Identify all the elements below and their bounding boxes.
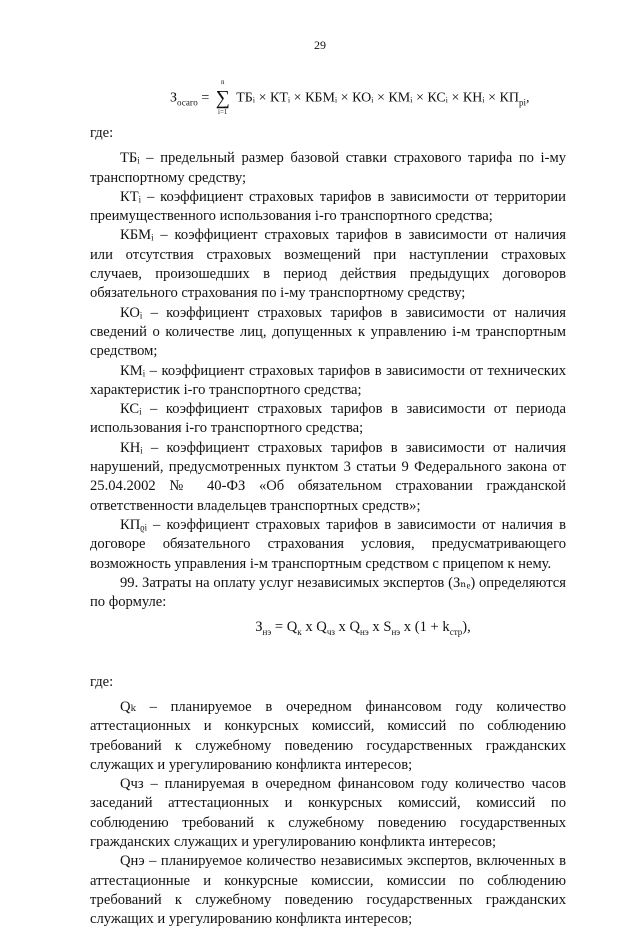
where-label-2: где: (90, 673, 114, 690)
definition-qk: Qₖ – планируемое в очередном финансовом году количество аттестационных и конкурсных комиссий, комиссий по соблюдению требований к служебному поведению государственных гражданских служащих и урегулированию конфликта интересов; (90, 698, 566, 773)
formula-eq: = (201, 90, 210, 106)
formula-lhs-sub: осаго (177, 97, 198, 108)
sum-symbol (213, 78, 233, 116)
definition-kbm: КБМᵢ – коэффициент страховых тарифов в зависимости от наличия или отсутствия страховых возмещений при наступлении страховых случаев, произошедших в период действия предыдущих договоров обязательного страхования по i-му транспортному средству; (90, 227, 566, 302)
sum-upper: n (220, 78, 225, 86)
formula-tail: , (525, 90, 530, 106)
f2-part6: ), (462, 619, 471, 636)
f2-part5: х (1 + k (400, 619, 450, 636)
f2-sub1: к (297, 627, 302, 638)
definition-kt: КТᵢ – коэффициент страховых тарифов в зависимости от территории преимущественного использования i-го транспортного средства; (90, 188, 566, 225)
f2-part2: х Q (301, 619, 327, 636)
item-99: 99. Затраты на оплату услуг независимых экспертов (Зₙₑ) определяются по формуле: (90, 574, 566, 611)
f2-sub3: нэ (360, 627, 369, 638)
sum-lower: i=1 (218, 108, 228, 116)
formula-osago (170, 78, 530, 116)
f2-lhs: З (255, 619, 263, 636)
formula-experts (160, 618, 566, 642)
f2-part1: = Q (271, 619, 298, 636)
definition-km: КМᵢ – коэффициент страховых тарифов в зависимости от технических характеристик i-го транспортного средства; (90, 362, 566, 398)
f2-part3: х Q (334, 619, 361, 636)
definition-qne: Qнэ – планируемое количество независимых экспертов, включенных в аттестационные и конкурсные комиссии, комиссии по соблюдению требований к служебному поведению государственных гражданских служащих и урегулированию конфликта интересов; (90, 853, 566, 928)
formula-lhs: З (170, 90, 178, 106)
f2-sub4: нэ (391, 627, 401, 638)
page-number: 29 (314, 38, 326, 52)
sigma-glyph: ∑ (215, 87, 230, 109)
formula-terms: ТБᵢ × КТᵢ × КБМᵢ × КОᵢ × КМᵢ × КСᵢ × КНᵢ × КП (236, 90, 519, 106)
formula-last-sub: pi (518, 97, 526, 108)
definition-ks: КСᵢ – коэффициент страховых тарифов в зависимости от периода использования i-го транспортного средства; (90, 401, 566, 437)
f2-sub5: стр (449, 627, 463, 638)
definition-qchz: Qчз – планируемая в очередном финансовом году количество часов заседаний аттестационных и конкурсных комиссий, комиссий по соблюдению требований к служебному поведению государственных гражданских служащих и урегулированию конфликта интересов; (90, 776, 566, 850)
f2-part4: х S (368, 619, 392, 636)
f2-lhs-sub: нэ (262, 627, 272, 638)
definition-ko: КОᵢ – коэффициент страховых тарифов в зависимости от наличия сведений о количестве лиц, допущенных к управлению i-м транспортным средством; (90, 304, 566, 360)
f2-sub2: чз (326, 627, 335, 638)
document-body (90, 124, 566, 929)
definition-kn: КНᵢ – коэффициент страховых тарифов в зависимости от наличия нарушений, предусмотренных пунктом 3 статьи 9 Федерального закона от 25.04.2002 № 40-ФЗ «Об обязательном страховании гражданской ответственности владельцев транспортных средств»; (90, 439, 566, 514)
where-label: где: (90, 125, 114, 141)
definition-kp: КПᵨᵢ – коэффициент страховых тарифов в зависимости от наличия в договоре обязательного страхования условия, предусматривающего возможность управления i-м транспортным средством с прицепом к нему. (90, 516, 566, 572)
definition-tb: ТБᵢ – предельный размер базовой ставки страхового тарифа по i-му транспортному средству; (90, 150, 566, 186)
